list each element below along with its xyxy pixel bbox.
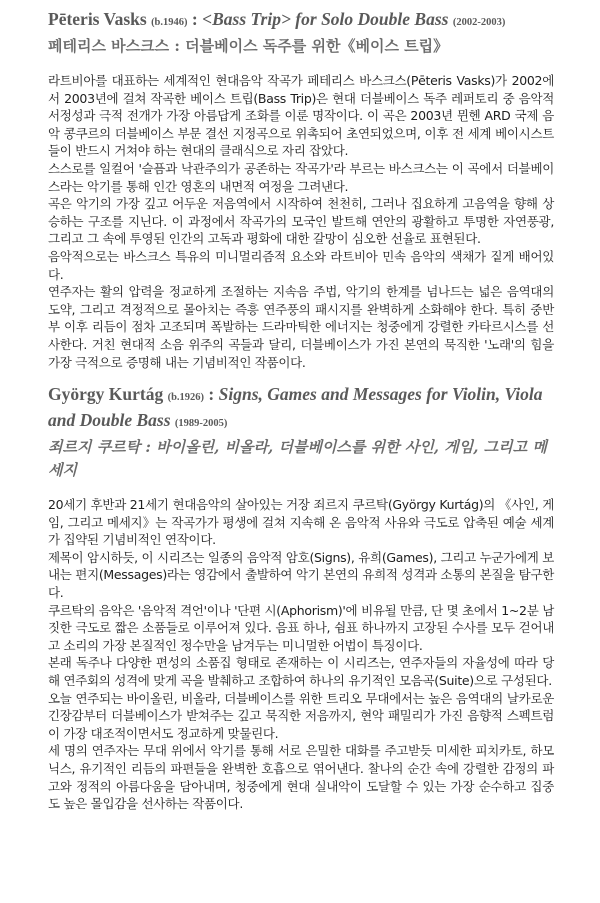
paragraph: 라트비아를 대표하는 세계적인 현대음악 작곡가 페테리스 바스크스(Pēteris Vasks)가 2002에서 2003년에 걸쳐 작곡한 베이스 트립(Bass Trip)은 현대 더블베이스 독주 레퍼토리 중 음악적 서정성과 극적 전개가 가장 아름답게 조화를 이룬 명작이다. 이 곡은 2003년 뮌헨 ARD 국제 음악 콩쿠르의 더블베이스 부문 결선 지정곡으로 위촉되어 초연되었으며, 이후 전 세계 베이시스트들이 반드시 거쳐야 하는 현대의 클래식으로 자리 잡았다.	[48, 73, 554, 159]
program-note-body	[48, 496, 554, 813]
work-years: (1989-2005)	[174, 418, 228, 430]
composer-years: (b.1946)	[151, 17, 188, 28]
paragraph: 본래 독주나 다양한 편성의 소품집 형태로 존재하는 이 시리즈는, 연주자들의 자율성에 따라 당해 연주회의 성격에 맞게 곡을 발췌하고 조합하여 하나의 유기적인 모음곡(Suite)으로 구성된다.	[48, 655, 554, 689]
composer-name: György Kurtág	[48, 384, 164, 405]
paragraph: 세 명의 연주자는 무대 위에서 악기를 통해 서로 은밀한 대화를 주고받듯 미세한 피치카토, 하모닉스, 유기적인 리듬의 파편들을 완벽한 호흡으로 엮어낸다. 찰나의 순간 속에 강렬한 감정의 파고와 정적의 아름다움을 담아내며, 청중에게 현대 실내악이 도달할 수 있는 가장 순수하고 집중도 높은 몰입감을 선사하는 작품이다.	[48, 743, 554, 812]
section-vasks	[48, 8, 554, 371]
paragraph: 쿠르탁의 음악은 '음악적 격언'이나 '단편 시(Aphorism)'에 비유될 만큼, 단 몇 초에서 1~2분 남짓한 극도로 짧은 소품들로 이루어져 있다. 음표 하나, 쉼표 하나까지 고장된 수사를 모두 걷어내고 소리의 가장 본질적인 정수만을 남겨두는 미니멀한 어법이 특징이다.	[48, 602, 554, 653]
work-name: Signs, Games and Messages for Violin, Viola and Double Bass	[48, 384, 543, 431]
paragraph: 20세기 후반과 21세기 현대음악의 살아있는 거장 죄르지 쿠르탁(György Kurtág)의 《사인, 게임, 그리고 메세지》는 작곡가가 평생에 걸쳐 지속해 온 음악적 사유와 극도로 압축된 예술 세계가 집약된 기념비적인 연작이다.	[48, 497, 554, 548]
work-title-english	[48, 383, 554, 435]
program-note-body	[48, 72, 554, 371]
title-separator: :	[204, 384, 219, 405]
paragraph: 연주자는 활의 압력을 정교하게 조절하는 지속음 주법, 악기의 한계를 넘나드는 넓은 음역대의 도약, 그리고 격정적으로 몰아치는 즉흥 연주풍의 패시지를 완벽하게 소화해야 한다. 특히 중반부 이후 리듬이 점차 고조되며 폭발하는 드라마틱한 에너지는 청중에게 강렬한 카타르시스를 선사한다. 거친 현대적 소음 위주의 곡들과 달리, 더블베이스가 가진 본연의 묵직한 '노래'의 힘을 가장 극적으로 증명해 내는 기념비적인 작품이다.	[48, 284, 554, 370]
work-title-korean: 죄르지 쿠르탁 : 바이올린, 비올라, 더블베이스를 위한 사인, 게임, 그리고 메세지	[48, 438, 547, 480]
composer-name: Pēteris Vasks	[48, 9, 147, 29]
title-separator: :	[187, 9, 203, 29]
paragraph: 음악적으로는 바스크스 특유의 미니멀리즘적 요소와 라트비아 민속 음악의 색채가 짙게 배어있다.	[48, 248, 554, 282]
work-years: (2002-2003)	[452, 17, 506, 28]
paragraph: 오늘 연주되는 바이올린, 비올라, 더블베이스를 위한 트리오 무대에서는 높은 음역대의 날카로운 긴장감부터 더블베이스가 받쳐주는 깊고 묵직한 저음까지, 현악 패밀리가 가진 음향적 스펙트럼이 가장 대조적이면서도 정교하게 맞물린다.	[48, 690, 554, 741]
paragraph: 곡은 악기의 가장 깊고 어두운 저음역에서 시작하여 천천히, 그러나 집요하게 고음역을 향해 상승하는 구조를 지닌다. 이 과정에서 작곡가의 모국인 발트해 연안의 광활하고 투명한 자연풍광, 그리고 그 속에 투영된 인간의 고독과 평화에 대한 갈망이 심오한 선율로 표현된다.	[48, 196, 554, 247]
paragraph: 스스로를 일컬어 '슬픔과 낙관주의가 공존하는 작곡가'라 부르는 바스크스는 이 곡에서 더블베이스라는 악기를 통해 인간 영혼의 내면적 여정을 그려낸다.	[48, 160, 554, 194]
work-title-korean: 페테리스 바스크스 : 더블베이스 독주를 위한《베이스 트립》	[48, 37, 449, 55]
composer-years: (b.1926)	[167, 392, 205, 404]
work-name: <Bass Trip> for Solo Double Bass	[202, 9, 449, 29]
work-title-english	[48, 8, 554, 34]
section-kurtag	[48, 383, 554, 813]
paragraph: 제목이 암시하듯, 이 시리즈는 일종의 음악적 암호(Signs), 유희(Games), 그리고 누군가에게 보내는 편지(Messages)라는 영감에서 출발하여 악기 본연의 유희적 성격과 소통의 본질을 탐구한다.	[48, 549, 554, 601]
